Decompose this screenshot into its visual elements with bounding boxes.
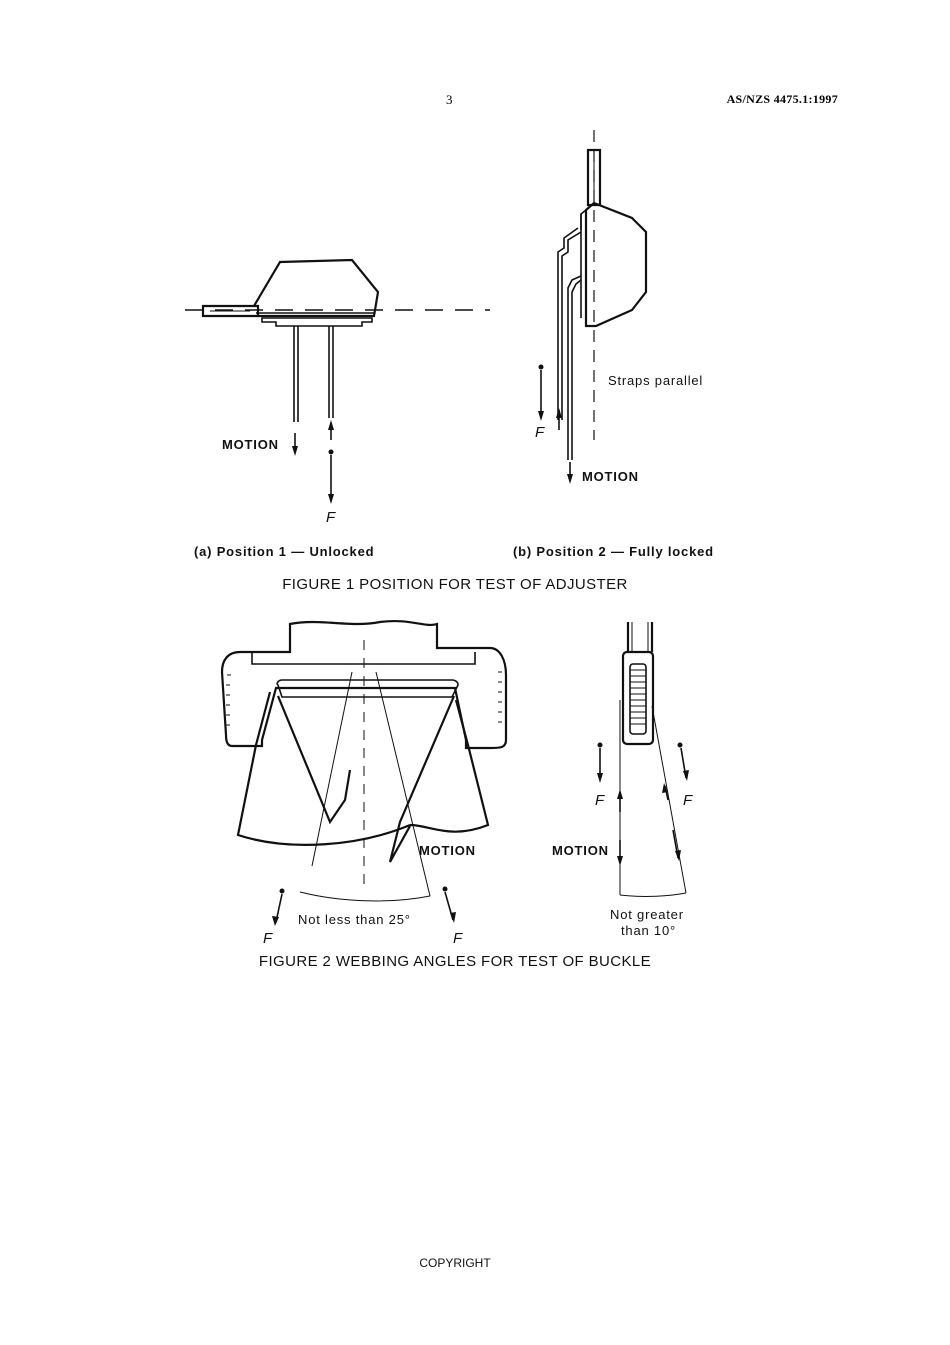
angle-label-left: Not less than 25°: [298, 912, 411, 927]
motion-label-right: MOTION: [552, 843, 609, 858]
force-label-l2: F: [453, 930, 463, 947]
buckle-side-view: [597, 622, 689, 896]
motion-label-b: MOTION: [582, 469, 639, 484]
subcaption-a: (a) Position 1 — Unlocked: [194, 544, 375, 559]
standard-number: AS/NZS 4475.1:1997: [726, 92, 838, 106]
figure-2-caption: FIGURE 2 WEBBING ANGLES FOR TEST OF BUCKLE: [258, 953, 652, 970]
buckle-front-view: [222, 621, 506, 926]
angle-label-right-1: Not greater: [610, 907, 684, 922]
subcaption-b: (b) Position 2 — Fully locked: [513, 544, 714, 559]
motion-label-left: MOTION: [419, 843, 476, 858]
adjuster-unlocked: [185, 260, 490, 504]
force-label-r2: F: [683, 792, 693, 809]
copyright-footer: COPYRIGHT: [419, 1256, 491, 1270]
force-label-r1: F: [595, 792, 605, 809]
force-label-l1: F: [263, 930, 273, 947]
motion-label-a: MOTION: [222, 437, 279, 452]
page-number: 3: [446, 92, 453, 107]
force-label-a: F: [326, 509, 336, 526]
figure-1-caption: FIGURE 1 POSITION FOR TEST OF ADJUSTER: [282, 576, 628, 593]
angle-label-right-2: than 10°: [621, 923, 676, 938]
adjuster-locked: [538, 130, 646, 484]
straps-parallel-label: Straps parallel: [608, 373, 704, 388]
force-label-b: F: [535, 424, 545, 441]
